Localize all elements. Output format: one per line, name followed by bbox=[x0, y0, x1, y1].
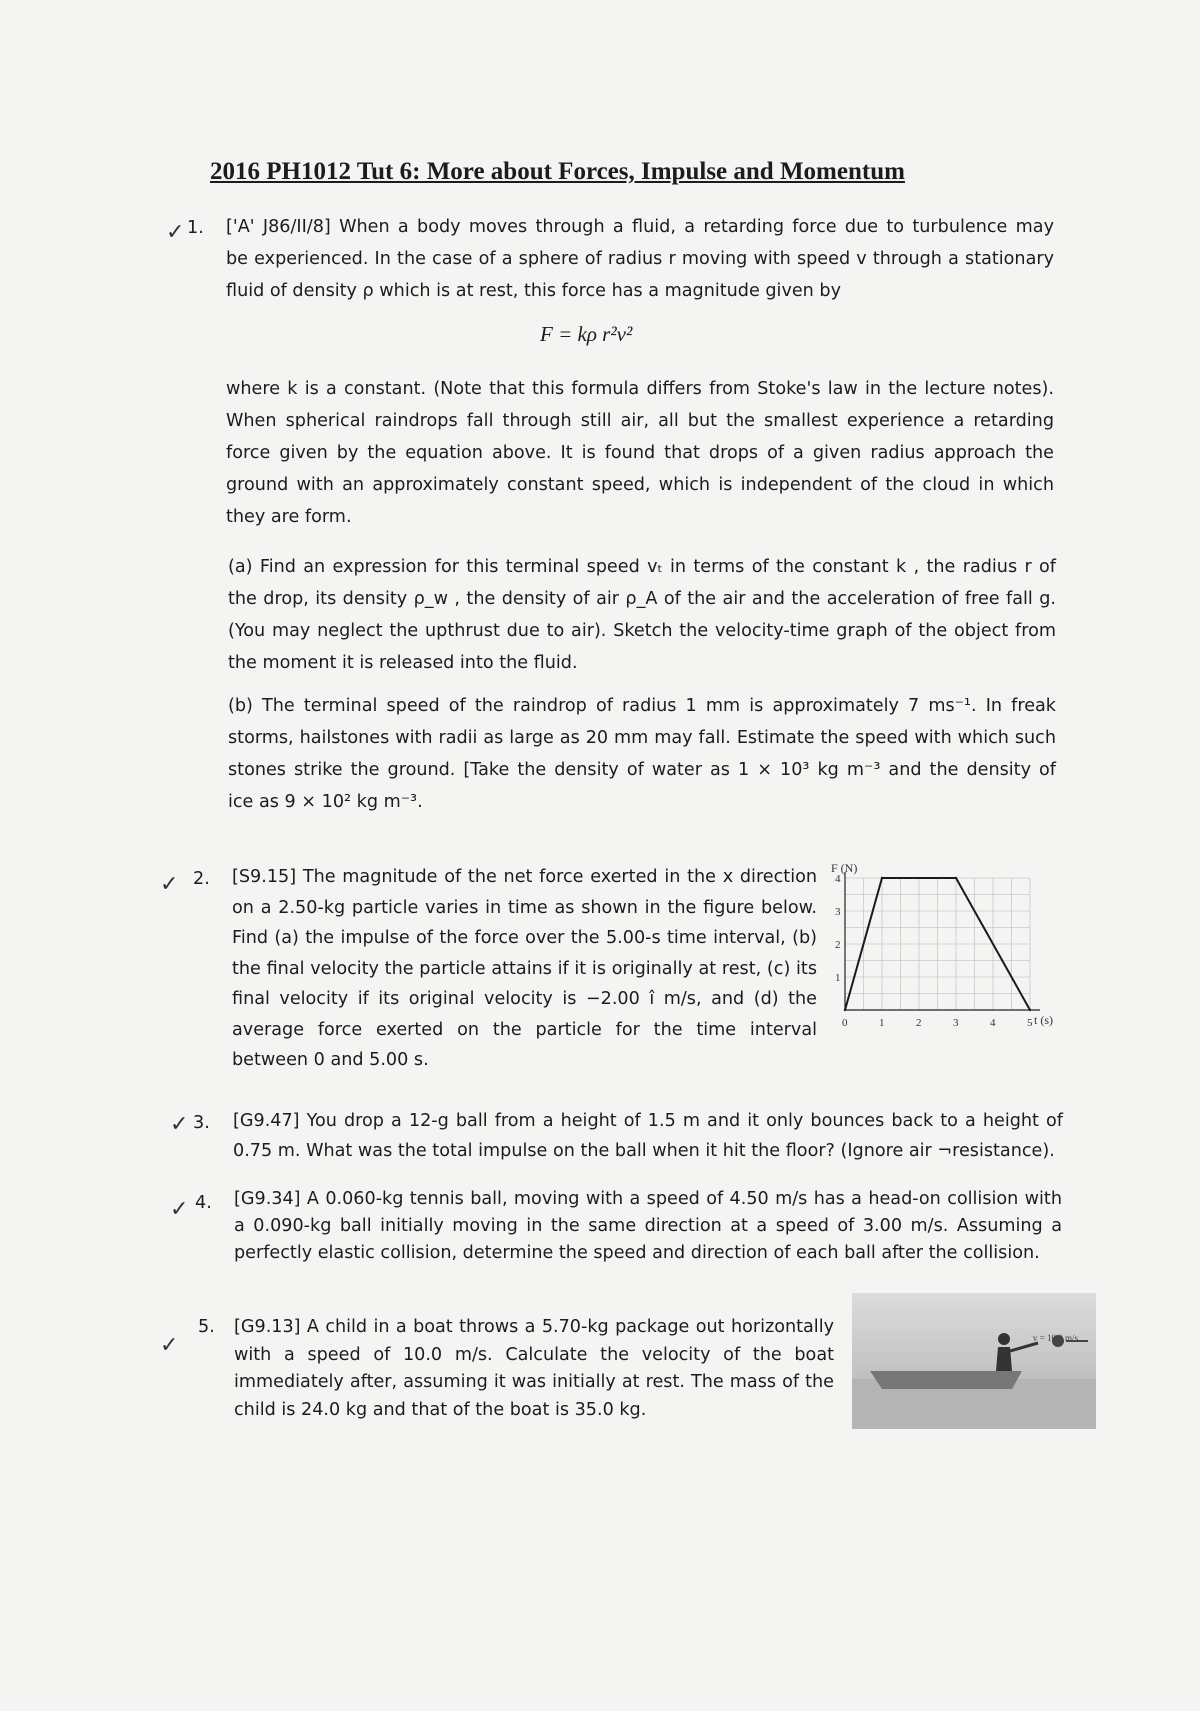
q1-intro bbox=[226, 211, 1054, 307]
q3-text bbox=[233, 1106, 1063, 1166]
q5-number: 5. bbox=[198, 1317, 215, 1337]
q5-line: [G9.13] A child in a boat throws a 5.70-kg package out horizontally bbox=[234, 1317, 834, 1337]
force-data-point bbox=[955, 877, 957, 879]
boat-figure bbox=[852, 1293, 1096, 1429]
chart-y-tick-label: 3 bbox=[835, 906, 841, 918]
chart-y-tick-label: 4 bbox=[835, 873, 841, 885]
force-data-point bbox=[881, 877, 883, 879]
chart-grid bbox=[845, 878, 1030, 1010]
chart-x-tick-label: 4 bbox=[990, 1017, 996, 1029]
q1-intro-line: ['A' J86/II/8] When a body moves through a fluid, a retarding force due to turbulence may bbox=[226, 217, 1054, 237]
q4-line: a 0.090-kg ball initially moving in the same direction at a speed of 3.00 m/s. Assuming a bbox=[234, 1216, 1062, 1236]
q2-line: [S9.15] The magnitude of the net force exerted in the x direction bbox=[232, 867, 817, 887]
check-mark-q1: ✓ bbox=[166, 220, 185, 245]
q4-line: perfectly elastic collision, determine the speed and direction of each ball after the collision. bbox=[234, 1243, 1040, 1263]
q1-intro-line: fluid of density ρ which is at rest, this force has a magnitude given by bbox=[226, 281, 842, 301]
q3-line: [G9.47] You drop a 12-g ball from a height of 1.5 m and it only bounces back to a height of bbox=[233, 1111, 1063, 1131]
q2-number: 2. bbox=[193, 869, 210, 889]
q5-text bbox=[234, 1314, 834, 1424]
child-arm bbox=[1010, 1343, 1038, 1351]
q3-line: 0.75 m. What was the total impulse on the ball when it hit the floor? (Ignore air ¬resistance). bbox=[233, 1141, 1055, 1161]
q1-number: 1. bbox=[187, 218, 204, 238]
q5-line: child is 24.0 kg and that of the boat is 35.0 kg. bbox=[234, 1399, 647, 1420]
q1-part-b-line: ice as 9 × 10² kg m⁻³. bbox=[228, 792, 423, 812]
q1-description-line: When spherical raindrops fall through still air, all but the smallest experience a retarding bbox=[226, 411, 1054, 431]
chart-x-tick-label: 2 bbox=[916, 1017, 922, 1029]
q1-equation: F = kρ r²v² bbox=[540, 322, 633, 346]
q2-line: the final velocity the particle attains if it is originally at rest, (c) its bbox=[232, 958, 817, 979]
check-mark-q3: ✓ bbox=[170, 1112, 189, 1137]
chart-x-tick-label: 5 bbox=[1027, 1017, 1033, 1029]
chart-ticks bbox=[835, 873, 1033, 1029]
chart-x-tick-label: 1 bbox=[879, 1017, 885, 1029]
q1-description-line: they are form. bbox=[226, 507, 352, 527]
chart-y-tick-label: 1 bbox=[835, 972, 841, 984]
q2-text bbox=[232, 862, 817, 1076]
q4-number: 4. bbox=[195, 1193, 212, 1213]
q1-part-a-line: the drop, its density ρ_w , the density of air ρ_A of the air and the acceleration of free fall g. bbox=[228, 589, 1056, 609]
q2-line: final velocity if its original velocity is −2.00 î m/s, and (d) the bbox=[232, 989, 817, 1009]
velocity-label: v = 10.0 m/s bbox=[1032, 1333, 1078, 1343]
q1-part-a-line: the moment it is released into the fluid. bbox=[228, 653, 578, 673]
child-head bbox=[998, 1333, 1010, 1345]
q4-text bbox=[234, 1186, 1062, 1267]
boat-hull bbox=[870, 1371, 1022, 1389]
chart-x-tick-label: 3 bbox=[953, 1017, 959, 1029]
q1-part-b-line: (b) The terminal speed of the raindrop of radius 1 mm is approximately 7 ms⁻¹. In freak bbox=[228, 696, 1056, 716]
q1-description-line: ground with an approximately constant speed, which is independent of the cloud in which bbox=[226, 475, 1054, 495]
check-mark-q2: ✓ bbox=[160, 872, 179, 897]
q3-number: 3. bbox=[193, 1113, 210, 1133]
child-body bbox=[996, 1347, 1012, 1371]
chart-y-tick-label: 2 bbox=[835, 939, 841, 951]
check-mark-q5: ✓ bbox=[160, 1333, 179, 1358]
q2-line: on a 2.50-kg particle varies in time as shown in the figure below. bbox=[232, 897, 817, 918]
q2-line: Find (a) the impulse of the force over the 5.00-s time interval, (b) bbox=[232, 928, 817, 948]
q2-line: average force exerted on the particle for the time interval bbox=[232, 1019, 817, 1040]
chart-x-axis-label: t (s) bbox=[1034, 1013, 1053, 1027]
q1-description-line: where k is a constant. (Note that this formula differs from Stoke's law in the lecture notes). bbox=[226, 379, 1054, 399]
q4-line: [G9.34] A 0.060-kg tennis ball, moving with a speed of 4.50 m/s has a head-on collision with bbox=[234, 1189, 1062, 1209]
check-mark-q4: ✓ bbox=[170, 1197, 189, 1222]
q1-part-a bbox=[228, 551, 1056, 679]
boat-illustration bbox=[852, 1293, 1096, 1429]
page-title: 2016 PH1012 Tut 6: More about Forces, Impulse and Momentum bbox=[210, 158, 905, 185]
q1-intro-line: be experienced. In the case of a sphere of radius r moving with speed v through a stationary bbox=[226, 249, 1054, 269]
q1-part-b bbox=[228, 690, 1056, 818]
q1-part-a-line: (You may neglect the upthrust due to air). Sketch the velocity-time graph of the object from bbox=[228, 621, 1056, 641]
q1-part-b-line: storms, hailstones with radii as large as 20 mm may fall. Estimate the speed with which such bbox=[228, 728, 1056, 748]
force-time-chart bbox=[825, 860, 1070, 1040]
q1-part-a-line: (a) Find an expression for this terminal speed vₜ in terms of the constant k , the radius r of bbox=[228, 557, 1056, 577]
force-data-point bbox=[1029, 1009, 1031, 1011]
chart-y-axis-label: F (N) bbox=[831, 861, 858, 875]
chart-x-tick-label: 0 bbox=[842, 1017, 848, 1029]
q1-part-b-line: stones strike the ground. [Take the density of water as 1 × 10³ kg m⁻³ and the density of bbox=[228, 760, 1056, 780]
q5-line: with a speed of 10.0 m/s. Calculate the velocity of the boat bbox=[234, 1344, 834, 1365]
q5-line: immediately after, assuming it was initially at rest. The mass of the bbox=[234, 1372, 834, 1392]
chart-axes bbox=[845, 872, 1040, 1010]
q1-description-line: force given by the equation above. It is found that drops of a given radius approach the bbox=[226, 443, 1054, 463]
force-data-point bbox=[844, 1009, 846, 1011]
q2-line: between 0 and 5.00 s. bbox=[232, 1050, 429, 1070]
q1-description bbox=[226, 373, 1054, 533]
